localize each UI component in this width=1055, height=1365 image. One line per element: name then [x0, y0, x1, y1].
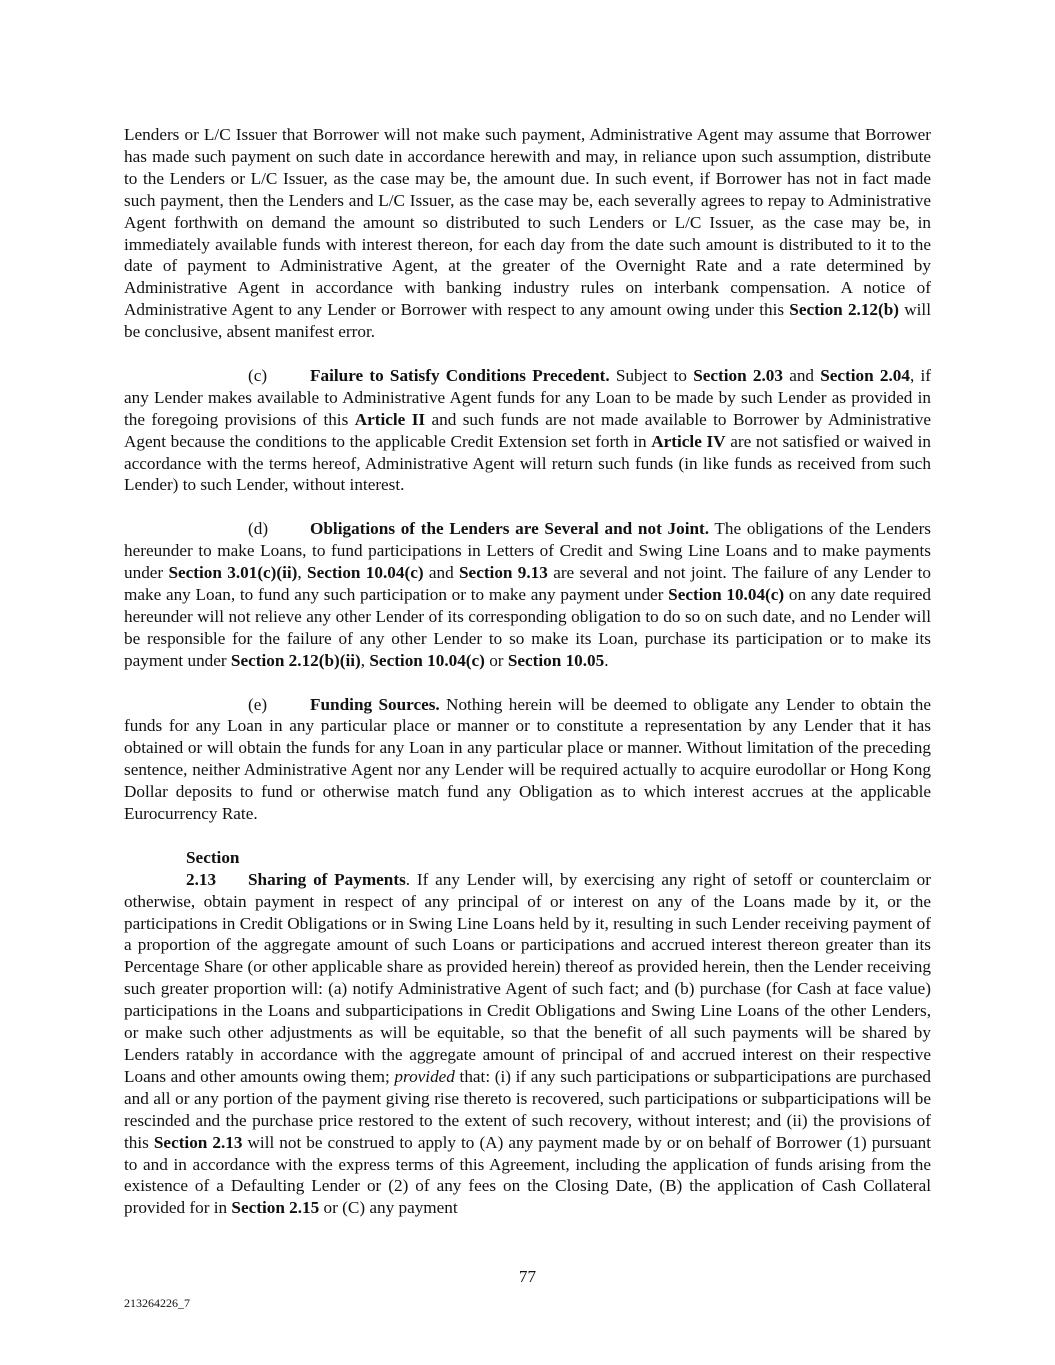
text-run: and — [783, 365, 821, 385]
text-run: will not be construed to apply to (A) any payment made by or on behalf of Borrower (1) pursuant to and in accordance with the express terms of this Agreement, including the application of funds arising from the existence of a Defaulting Lender or (2) of any fees on the Closing Date, (B) the application of Cash Collateral provided for in — [124, 1132, 931, 1218]
emphasis: provided — [394, 1066, 455, 1086]
text-run: , if any Lender makes available to Administrative Agent funds for any Loan to be made by such Lender as provided in the foregoing provisions of this — [124, 365, 932, 429]
paragraph-b-continuation — [124, 124, 931, 343]
paragraph-d — [124, 518, 931, 671]
section-reference: Section 10.05 — [507, 650, 605, 670]
section-reference: Article IV — [651, 431, 726, 451]
section-reference: Section 2.13 — [153, 1132, 243, 1152]
text-run: are several and not joint. The failure of any Lender to make any Loan, to fund any such participation or to make any payment under — [124, 563, 932, 604]
text-run: , — [297, 563, 308, 583]
paragraph-label: (c) — [248, 365, 268, 385]
paragraph-label: (d) — [248, 519, 269, 539]
section-reference: Section 10.04(c) — [307, 563, 424, 583]
paragraph-c — [124, 365, 931, 496]
text-run: that: (i) if any such participations or subparticipations are purchased and all or any portion of the payment giving rise thereto is recovered, such participations or subparticipations will be rescinded and the purchase price restored to the extent of such recovery, without interest; and (ii) the provisions of this — [124, 1066, 931, 1152]
section-reference: Section 2.12(b)(ii) — [230, 650, 361, 670]
section-2-13 — [124, 847, 931, 1219]
section-reference: Section 2.12(b) — [789, 300, 900, 320]
body-text — [124, 124, 931, 1219]
paragraph-e — [124, 694, 931, 825]
paragraph-heading: Obligations of the Lenders are Several and not Joint. — [310, 519, 710, 539]
text-run: or (C) any payment — [319, 1198, 458, 1218]
text-run: will be conclusive, absent manifest error. — [124, 300, 931, 342]
section-reference: Section 10.04(c) — [369, 650, 485, 670]
text-run: are not satisfied or waived in accordance with the terms hereof, Administrative Agent will return such funds (in like funds as received from such Lender) to such Lender, without interest. — [124, 431, 931, 495]
section-number: Section 2.13 — [186, 847, 240, 889]
text-run: and — [423, 563, 459, 583]
section-reference: Section 3.01(c)(ii) — [168, 563, 298, 583]
text-run: Subject to — [609, 365, 694, 385]
paragraph-heading: Failure to Satisfy Conditions Precedent. — [310, 365, 610, 385]
paragraph-label: (e) — [248, 694, 268, 714]
section-reference: Section 2.15 — [231, 1198, 320, 1218]
text-run: and such funds are not made available to Borrower by Administrative Agent because the conditions to the applicable Credit Extension set forth in — [124, 409, 931, 451]
text-run: on any date required hereunder will not relieve any other Lender of its corresponding obligation to do so on such date, and no Lender will be responsible for the failure of any other Lender to so make its Loan, purchase its participation or to make its payment under — [124, 585, 931, 670]
text-run: . If any Lender will, by exercising any right of setoff or counterclaim or otherwise, obtain payment in respect of any principal of or interest on any of the Loans made by it, or the participations in Credit Obligations or in Swing Line Loans held by it, resulting in such Lender receiving payment of a proportion of the aggregate amount of such Loans or participations and accrued interest thereon greater than its Percentage Share (or other applicable share as provided herein) thereof as provided herein, then the Lender receiving such greater proportion will: (a) notify Administrative Agent of such fact; and (b) purchase (for Cash at face value) participations in the Loans and subparticipations in Credit Obligations and Swing Line Loans of the other Lenders, or make such other adjustments as will be equitable, so that the benefit of all such payments will be shared by Lenders ratably in accordance with the aggregate amount of principal of and accrued interest on their respective Loans and other amounts owing them; — [124, 869, 931, 1086]
section-reference: Section 9.13 — [459, 563, 548, 583]
text-run: , — [360, 650, 370, 670]
paragraph-heading: Funding Sources. — [310, 694, 440, 714]
section-reference: Section 2.04 — [820, 365, 910, 385]
section-heading: Sharing of Payments — [248, 869, 406, 889]
document-id: 213264226_7 — [124, 1296, 190, 1310]
text-run: The obligations of the Lenders hereunder to make Loans, to fund participations in Letters of Credit and Swing Line Loans and to make payments under — [124, 519, 932, 583]
text-run: Nothing herein will be deemed to obligate any Lender to obtain the funds for any Loan in any particular place or manner or to constitute a representation by any Lender that it has obtained or will obtain the funds for any Loan in any particular place or manner. Without limitation of the preceding sentence, neither Administrative Agent nor any Lender will be required actually to acquire eurodollar or Hong Kong Dollar deposits to fund or otherwise match fund any Obligation as to which interest accrues at the applicable Eurocurrency Rate. — [124, 694, 931, 824]
page-number: 77 — [518, 1267, 537, 1286]
text-run: . — [604, 650, 609, 670]
section-reference: Section 2.03 — [693, 365, 783, 385]
section-reference: Section 10.04(c) — [668, 585, 785, 604]
section-reference: Article II — [354, 409, 426, 429]
text-run: Lenders or L/C Issuer that Borrower will not make such payment, Administrative Agent may assume that Borrower has made such payment on such date in accordance herewith and may, in reliance upon such assumption, distribute to the Lenders or L/C Issuer, as the case may be, the amount due. In such event, if Borrower has not in fact made such payment, then the Lenders and L/C Issuer, as the case may be, each severally agrees to repay to Administrative Agent forthwith on demand the amount so distributed to such Lenders or L/C Issuer, as the case may be, in immediately available funds with interest thereon, for each day from the date such amount is distributed to it to the date of payment to Administrative Agent, at the greater of the Overnight Rate and a rate determined by Administrative Agent in accordance with banking industry rules on interbank compensation. A notice of Administrative Agent to any Lender or Borrower with respect to any amount owing under this — [124, 125, 931, 320]
text-run: or — [484, 650, 508, 670]
